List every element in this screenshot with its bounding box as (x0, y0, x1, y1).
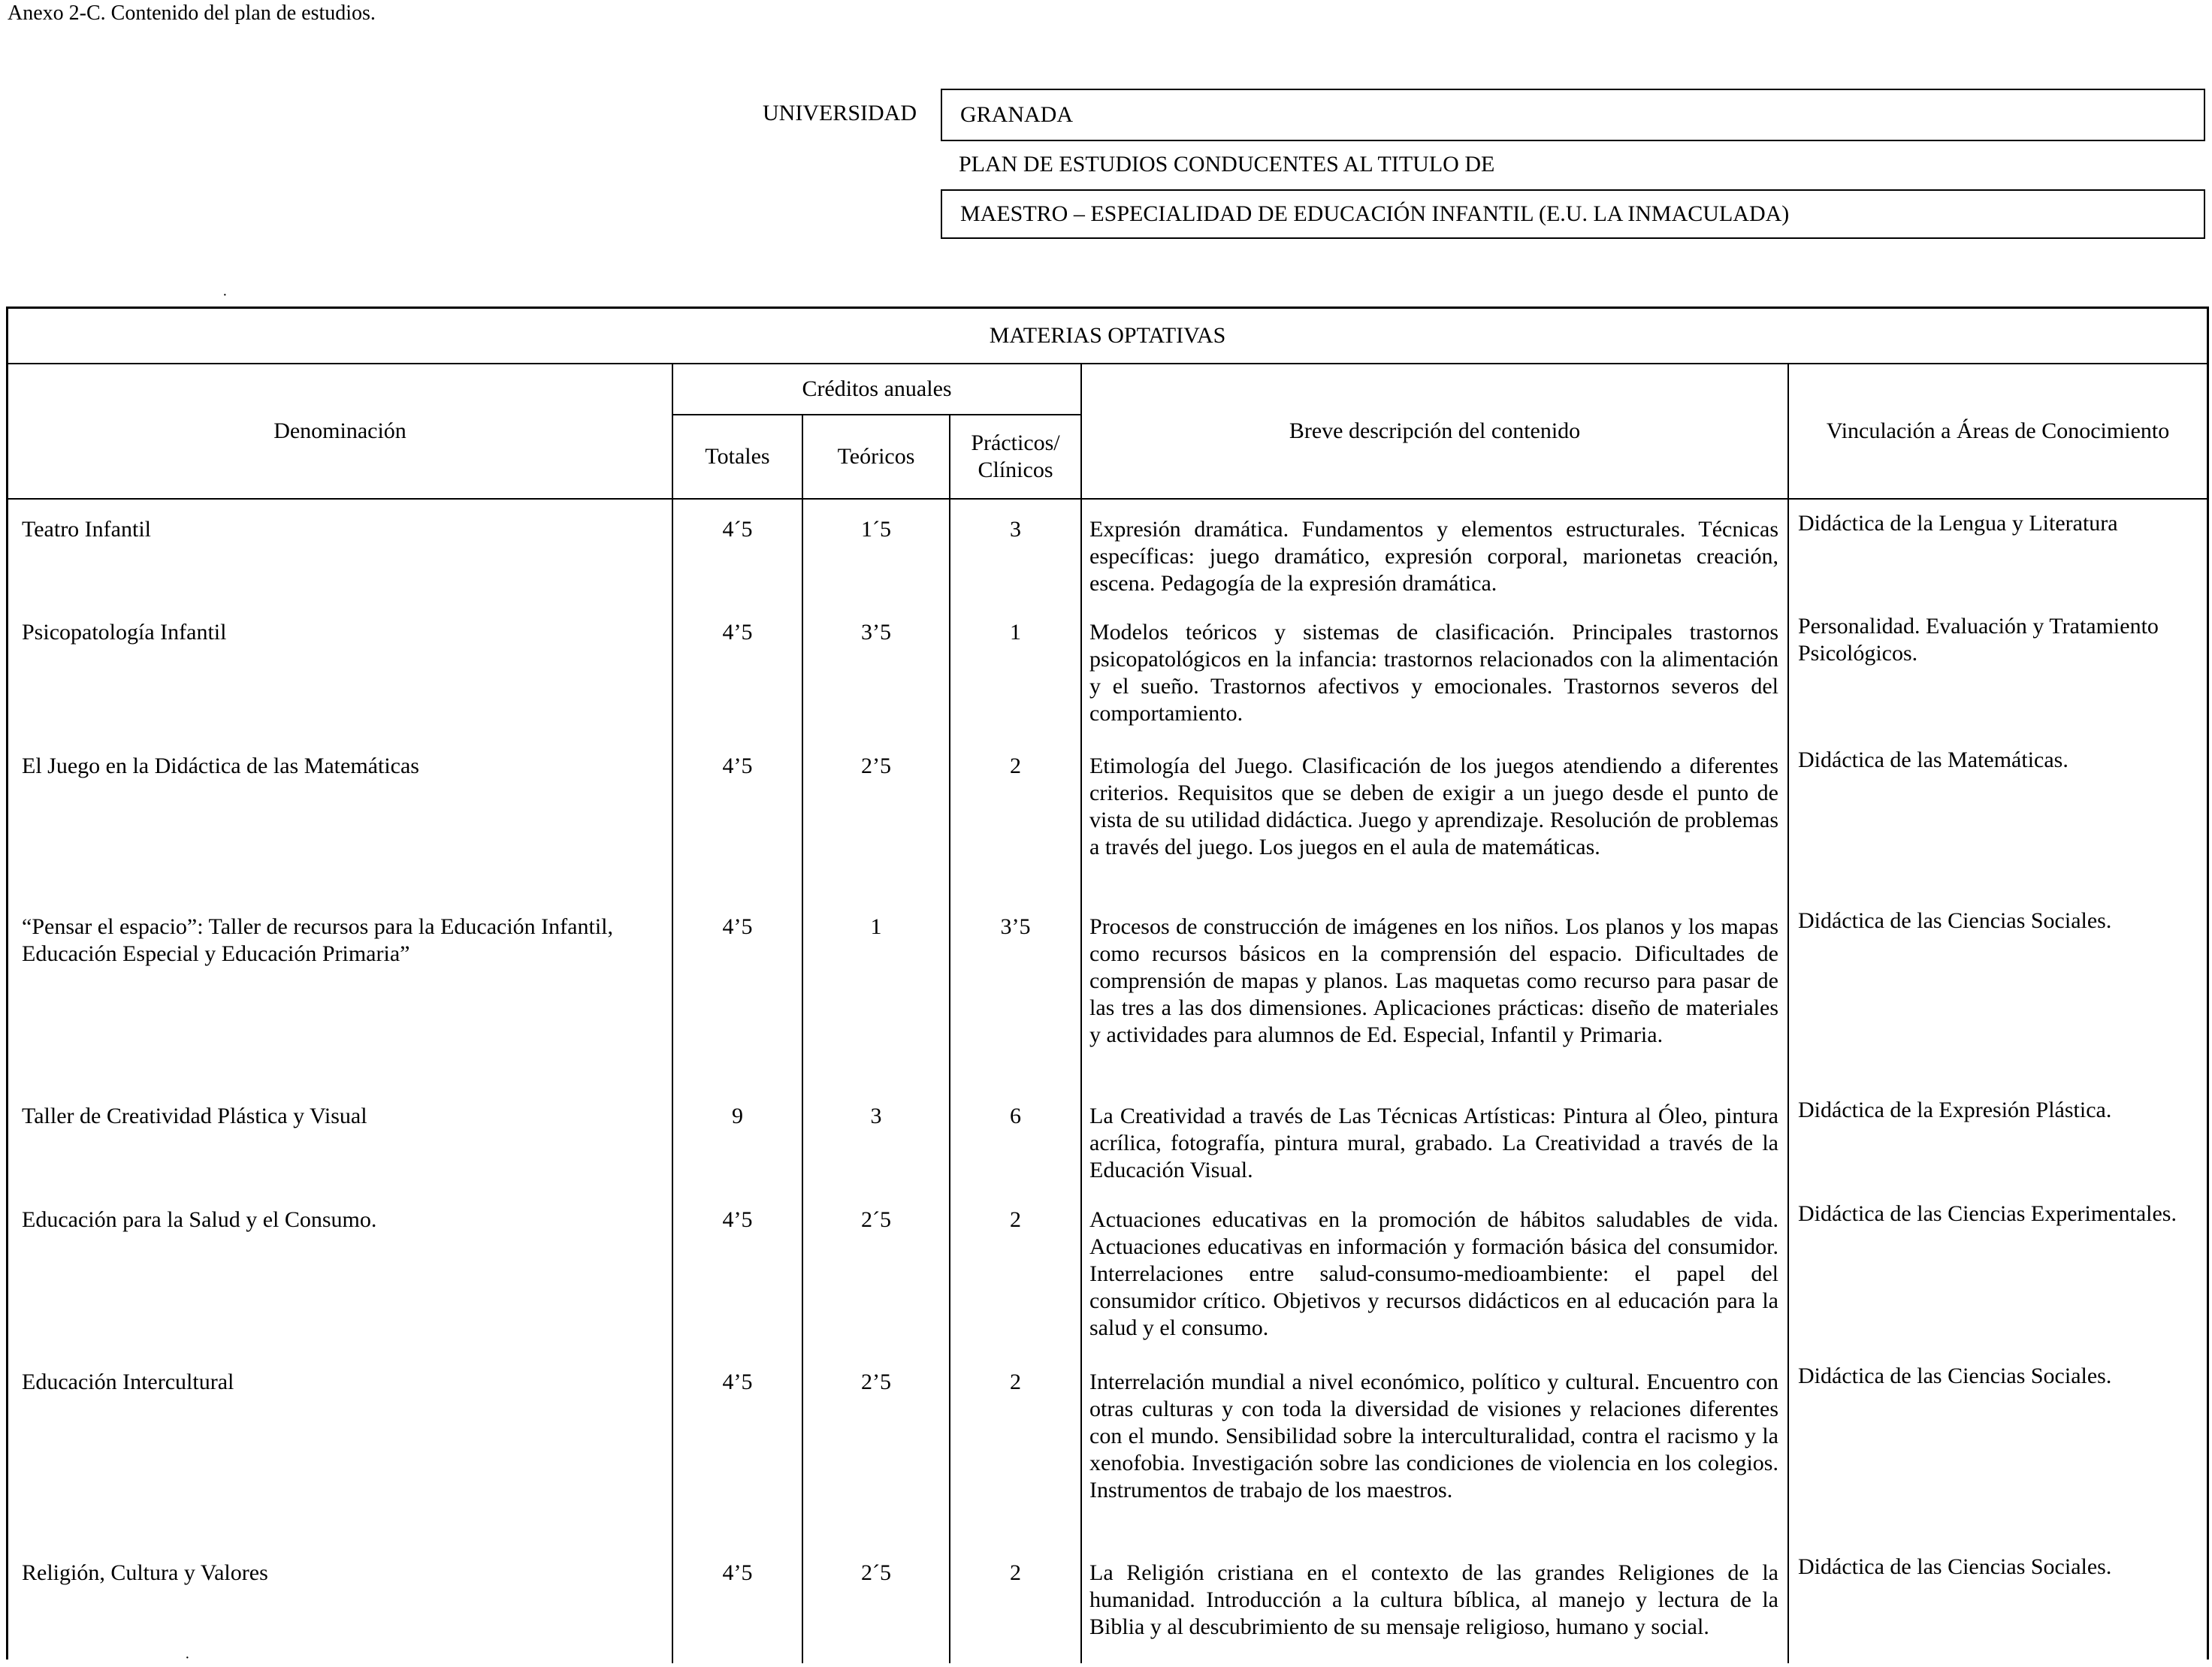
credits-total: 4’5 (672, 1190, 802, 1352)
degree-box (941, 189, 2205, 239)
university-label: UNIVERSIDAD (763, 101, 917, 125)
credits-theory: 2´5 (802, 1543, 950, 1663)
column-header-area: Vinculación a Áreas de Conocimiento (1788, 364, 2207, 499)
credits-total: 4’5 (672, 602, 802, 736)
credits-practice: 3 (950, 499, 1081, 602)
credits-total: 4’5 (672, 1352, 802, 1543)
subject-name: Psicopatología Infantil (8, 602, 672, 736)
subject-name: Teatro Infantil (8, 499, 672, 602)
credits-theory: 3’5 (802, 602, 950, 736)
subject-description: La Creatividad a través de Las Técnicas Artísticas: Pintura al Óleo, pintura acrílica, fotografía, pintura mural, grabado. La Creatividad a través de la Educación Visual. (1081, 1086, 1788, 1190)
credits-total: 4´5 (672, 499, 802, 602)
table-row (8, 1190, 2207, 1352)
plan-label: PLAN DE ESTUDIOS CONDUCENTES AL TITULO DE (959, 152, 1495, 177)
credits-total: 4’5 (672, 736, 802, 897)
credits-total: 9 (672, 1086, 802, 1190)
credits-practice: 2 (950, 1190, 1081, 1352)
subject-description: La Religión cristiana en el contexto de las grandes Religiones de la humanidad. Introducción a la cultura bíblica, al manejo y lectura de la Biblia y al descubrimiento de su mensaje religioso, humano y social. (1081, 1543, 1788, 1663)
table-title: MATERIAS OPTATIVAS (8, 309, 2207, 364)
credits-practice: 1 (950, 602, 1081, 736)
credits-total: 4’5 (672, 897, 802, 1086)
subject-description: Modelos teóricos y sistemas de clasificación. Principales trastornos psicopatológicos en la infancia: trastornos relacionados con la alimentación y el sueño. Trastornos afectivos y emocionales. Trastornos severos del comportamiento. (1081, 602, 1788, 736)
practice-header-line1: Prácticos/ (971, 430, 1060, 455)
column-header-credits: Créditos anuales (672, 364, 1081, 415)
optional-subjects-table (6, 307, 2209, 1659)
credits-theory: 3 (802, 1086, 950, 1190)
credits-practice: 2 (950, 1543, 1081, 1663)
subject-name: Religión, Cultura y Valores (8, 1543, 672, 1663)
credits-theory: 2’5 (802, 736, 950, 897)
credits-theory: 1 (802, 897, 950, 1086)
knowledge-area: Didáctica de la Lengua y Literatura (1788, 499, 2207, 602)
credits-theory: 1´5 (802, 499, 950, 602)
table-row (8, 499, 2207, 602)
subject-name: Educación para la Salud y el Consumo. (8, 1190, 672, 1352)
credits-total: 4’5 (672, 1543, 802, 1663)
column-header-theory: Teóricos (802, 415, 950, 499)
table-row (8, 897, 2207, 1086)
knowledge-area: Didáctica de la Expresión Plástica. (1788, 1086, 2207, 1190)
credits-practice: 6 (950, 1086, 1081, 1190)
credits-practice: 3’5 (950, 897, 1081, 1086)
subject-description: Interrelación mundial a nivel económico, político y cultural. Encuentro con otras culturas y con toda la diversidad de visiones y relaciones diferentes con el mundo. Sensibilidad sobre la interculturalidad, contra el racismo y la xenofobia. Investigación sobre las condiciones de violencia en los colegios. Instrumentos de trabajo de los maestros. (1081, 1352, 1788, 1543)
table-row (8, 1352, 2207, 1543)
knowledge-area: Didáctica de las Ciencias Sociales. (1788, 897, 2207, 1086)
table-row (8, 1543, 2207, 1663)
university-value: GRANADA (960, 102, 1073, 127)
subject-name: El Juego en la Didáctica de las Matemáticas (8, 736, 672, 897)
degree-value: MAESTRO – ESPECIALIDAD DE EDUCACIÓN INFANTIL (E.U. LA INMACULADA) (960, 201, 1790, 226)
subject-description: Etimología del Juego. Clasificación de los juegos atendiendo a diferentes criterios. Requisitos que se deben de exigir a un juego desde el punto de vista de su utilidad didáctica. Juego y aprendizaje. Resolución de problemas a través del juego. Los juegos en el aula de matemáticas. (1081, 736, 1788, 897)
knowledge-area: Didáctica de las Ciencias Experimentales. (1788, 1190, 2207, 1352)
knowledge-area: Didáctica de las Ciencias Sociales. (1788, 1543, 2207, 1663)
table-row (8, 1086, 2207, 1190)
column-header-description: Breve descripción del contenido (1081, 364, 1788, 499)
table-row (8, 602, 2207, 736)
credits-theory: 2’5 (802, 1352, 950, 1543)
table-row (8, 736, 2207, 897)
scan-speck: · (222, 287, 228, 304)
subject-description: Procesos de construcción de imágenes en los niños. Los planos y los mapas como recursos básicos en la comprensión del espacio. Dificultades de comprensión de mapas y planos. Las maquetas como recurso para pasar de las tres a las dos dimensiones. Aplicaciones prácticas: diseño de materiales y actividades para alumnos de Ed. Especial, Infantil y Primaria. (1081, 897, 1788, 1086)
knowledge-area: Didáctica de las Ciencias Sociales. (1788, 1352, 2207, 1543)
knowledge-area: Didáctica de las Matemáticas. (1788, 736, 2207, 897)
subject-description: Expresión dramática. Fundamentos y elementos estructurales. Técnicas específicas: juego dramático, expresión corporal, marionetas creación, escena. Pedagogía de la expresión dramática. (1081, 499, 1788, 602)
credits-practice: 2 (950, 736, 1081, 897)
knowledge-area: Personalidad. Evaluación y Tratamiento Psicológicos. (1788, 602, 2207, 736)
university-box (941, 89, 2205, 141)
subject-description: Actuaciones educativas en la promoción de hábitos saludables de vida. Actuaciones educativas en información y formación básica del consumidor. Interrelaciones entre salud-consumo-medioambiente: el papel del consumidor crítico. Objetivos y recursos didácticos en al educación para la salud y el consumo. (1081, 1190, 1788, 1352)
subject-name: Educación Intercultural (8, 1352, 672, 1543)
subject-name: “Pensar el espacio”: Taller de recursos para la Educación Infantil, Educación Especial y Educación Primaria” (8, 897, 672, 1086)
scan-speck: · (185, 1650, 190, 1666)
practice-header-line2: Clínicos (978, 458, 1053, 482)
column-header-total: Totales (672, 415, 802, 499)
column-header-practice (950, 415, 1081, 499)
subject-name: Taller de Creatividad Plástica y Visual (8, 1086, 672, 1190)
credits-practice: 2 (950, 1352, 1081, 1543)
credits-theory: 2´5 (802, 1190, 950, 1352)
annex-title: Anexo 2-C. Contenido del plan de estudios. (8, 2, 376, 25)
column-header-name: Denominación (8, 364, 672, 499)
